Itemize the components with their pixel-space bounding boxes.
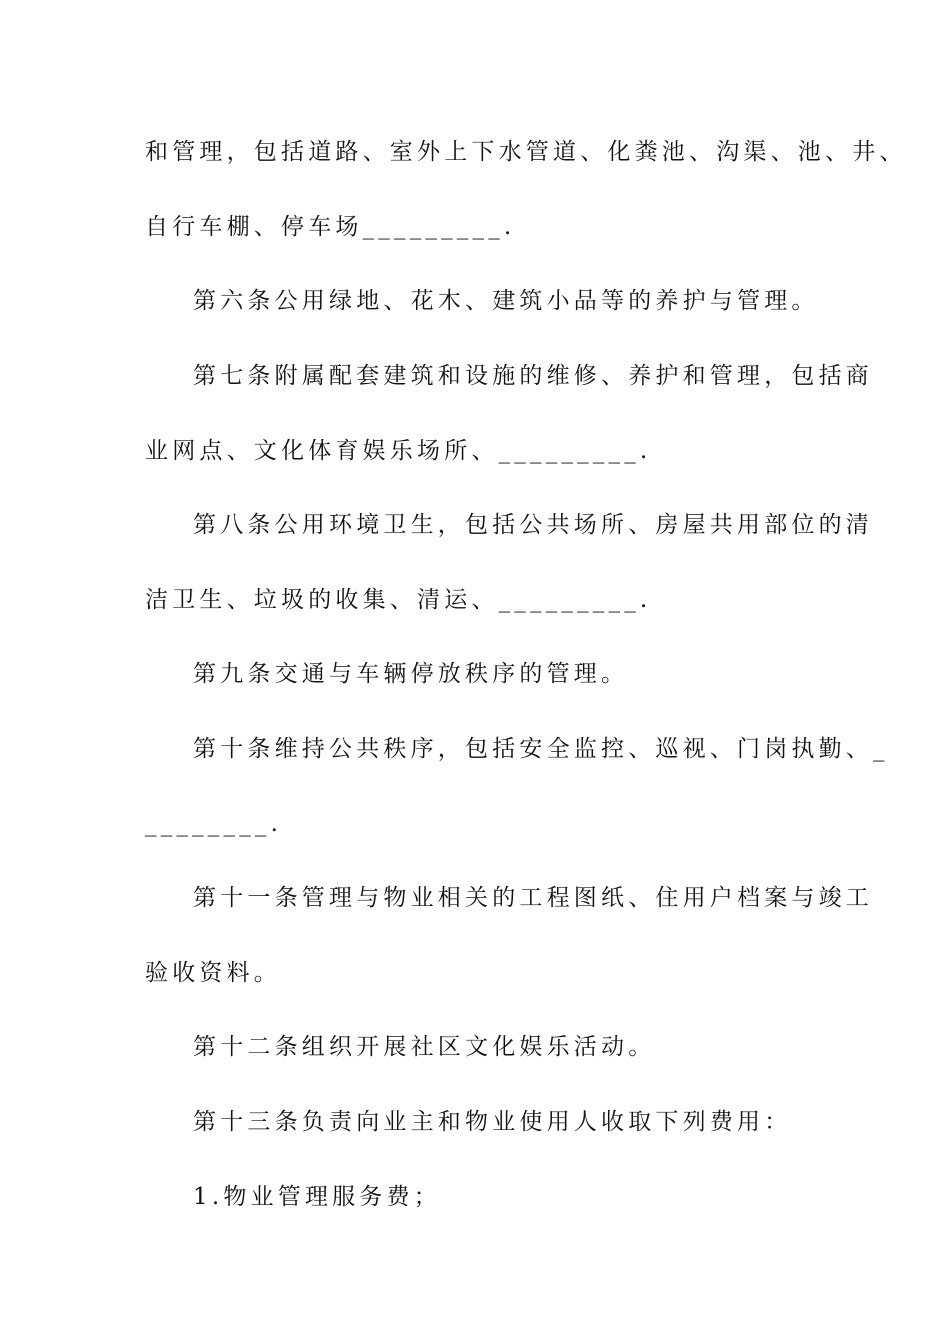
paragraph-article-8: 第八条公用环境卫生，包括公共场所、房屋共用部位的清	[193, 512, 873, 538]
paragraph-article-7: 第七条附属配套建筑和设施的维修、养护和管理，包括商	[193, 363, 873, 389]
text-line: 自行车棚、停车场_________.	[145, 214, 516, 240]
paragraph-article-6: 第六条公用绿地、花木、建筑小品等的养护与管理。	[193, 288, 819, 314]
text-line: ________.	[145, 811, 283, 837]
paragraph-article-11: 第十一条管理与物业相关的工程图纸、住用户档案与竣工	[193, 885, 873, 911]
text-line: 和管理，包括道路、室外上下水管道、化粪池、沟渠、池、井、	[145, 139, 907, 165]
paragraph-article-12: 第十二条组织开展社区文化娱乐活动。	[193, 1034, 656, 1060]
paragraph-article-13: 第十三条负责向业主和物业使用人收取下列费用：	[193, 1109, 792, 1135]
paragraph-article-9: 第九条交通与车辆停放秩序的管理。	[193, 661, 629, 687]
paragraph-article-10: 第十条维持公共秩序，包括安全监控、巡视、门岗执勤、_	[193, 736, 889, 762]
text-line: 验收资料。	[145, 960, 281, 986]
list-item: 1.物业管理服务费；	[193, 1184, 441, 1210]
text-line: 洁卫生、垃圾的收集、清运、_________.	[145, 587, 652, 613]
text-line: 业网点、文化体育娱乐场所、_________.	[145, 438, 652, 464]
